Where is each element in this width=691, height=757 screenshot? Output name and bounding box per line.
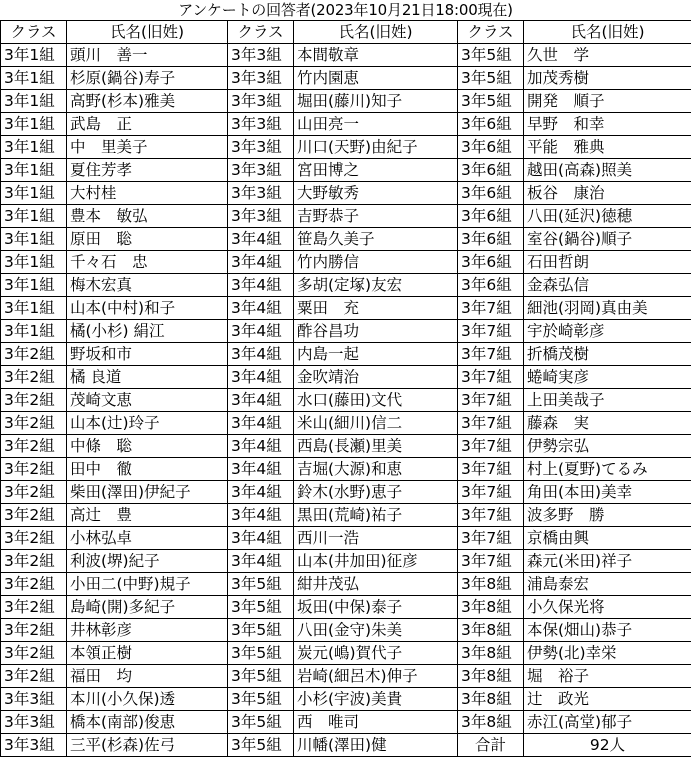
table-row [1,642,691,665]
header-class-1: クラス [1,21,67,44]
table-row [1,251,691,274]
name-cell: 川幡(澤田)健 [294,734,458,757]
name-cell: 伊勢宗弘 [524,435,691,458]
table-row [1,550,691,573]
name-cell: 柴田(澤田)伊紀子 [67,481,228,504]
name-cell: 室谷(鍋谷)順子 [524,228,691,251]
class-cell: 3年5組 [228,596,294,619]
name-cell: 吉堀(大源)和恵 [294,458,458,481]
class-cell: 3年3組 [228,113,294,136]
class-cell: 3年5組 [228,734,294,757]
name-cell: 村上(夏野)てるみ [524,458,691,481]
class-cell: 3年4組 [228,412,294,435]
class-cell: 3年2組 [1,435,67,458]
name-cell: 原田 聡 [67,228,228,251]
table-row [1,688,691,711]
class-cell: 3年2組 [1,366,67,389]
class-cell: 3年2組 [1,619,67,642]
class-cell: 3年7組 [458,389,524,412]
table-row [1,205,691,228]
class-cell: 3年2組 [1,481,67,504]
table-row [1,366,691,389]
class-cell: 3年8組 [458,596,524,619]
name-cell: 大野敏秀 [294,182,458,205]
class-cell: 3年7組 [458,343,524,366]
name-cell: 笹島久美子 [294,228,458,251]
name-cell: 加茂秀樹 [524,67,691,90]
name-cell: 酢谷昌功 [294,320,458,343]
name-cell: 西島(長瀬)里美 [294,435,458,458]
name-cell: 蜷崎実彦 [524,366,691,389]
class-cell: 3年4組 [228,274,294,297]
table-row [1,412,691,435]
class-cell: 3年6組 [458,136,524,159]
class-cell: 3年1組 [1,67,67,90]
class-cell: 3年5組 [228,642,294,665]
name-cell: 小久保光将 [524,596,691,619]
class-cell: 3年5組 [228,619,294,642]
name-cell: 山本(井加田)征彦 [294,550,458,573]
table-row [1,320,691,343]
class-cell: 3年6組 [458,228,524,251]
class-cell: 3年1組 [1,182,67,205]
name-cell: 金吹靖治 [294,366,458,389]
class-cell: 3年3組 [228,44,294,67]
name-cell: 井林彰彦 [67,619,228,642]
name-cell: 開発 順子 [524,90,691,113]
class-cell: 3年1組 [1,205,67,228]
class-cell: 3年3組 [228,205,294,228]
table-row [1,734,691,757]
name-cell: 京橋由興 [524,527,691,550]
name-cell: 吉野恭子 [294,205,458,228]
table-row [1,504,691,527]
class-cell: 3年4組 [228,504,294,527]
name-cell: 森元(米田)祥子 [524,550,691,573]
name-cell: 田中 徹 [67,458,228,481]
class-cell: 3年2組 [1,596,67,619]
class-cell: 3年8組 [458,573,524,596]
name-cell: 茂崎文恵 [67,389,228,412]
name-cell: 久世 学 [524,44,691,67]
name-cell: 山田亮一 [294,113,458,136]
header-name-3: 氏名(旧姓) [524,21,691,44]
table-row [1,113,691,136]
name-cell: 武島 正 [67,113,228,136]
name-cell: 川口(天野)由紀子 [294,136,458,159]
class-cell: 3年2組 [1,642,67,665]
table-row [1,458,691,481]
name-cell: 炭元(嶋)賀代子 [294,642,458,665]
class-cell: 3年7組 [458,481,524,504]
class-cell: 3年4組 [228,435,294,458]
table-row [1,343,691,366]
class-cell: 3年7組 [458,297,524,320]
name-cell: 角田(本田)美幸 [524,481,691,504]
table-row [1,665,691,688]
class-cell: 3年2組 [1,550,67,573]
class-cell: 3年8組 [458,665,524,688]
name-cell: 本領正樹 [67,642,228,665]
name-cell: 山本(中村)和子 [67,297,228,320]
class-cell: 3年5組 [458,90,524,113]
name-cell: 板谷 康治 [524,182,691,205]
table-row [1,159,691,182]
name-cell: 早野 和幸 [524,113,691,136]
table-header-row [1,21,691,44]
class-cell: 3年4組 [228,251,294,274]
name-cell: 鈴木(水野)恵子 [294,481,458,504]
table-row [1,527,691,550]
table-row [1,228,691,251]
class-cell: 3年7組 [458,320,524,343]
class-cell: 3年3組 [228,182,294,205]
table-row [1,182,691,205]
name-cell: 宮田博之 [294,159,458,182]
class-cell: 3年2組 [1,573,67,596]
name-cell: 本保(畑山)恭子 [524,619,691,642]
class-cell: 3年4組 [228,297,294,320]
class-cell: 3年7組 [458,435,524,458]
name-cell: 三平(杉森)佐弓 [67,734,228,757]
class-cell: 3年2組 [1,343,67,366]
class-cell: 3年8組 [458,642,524,665]
header-name-1: 氏名(旧姓) [67,21,228,44]
class-cell: 3年3組 [228,67,294,90]
class-cell: 3年4組 [228,458,294,481]
name-cell: 堀田(藤川)知子 [294,90,458,113]
class-cell: 3年2組 [1,527,67,550]
class-cell: 3年6組 [458,205,524,228]
class-cell: 3年1組 [1,297,67,320]
total-label: 合計 [458,734,524,757]
class-cell: 3年4組 [228,320,294,343]
name-cell: 上田美哉子 [524,389,691,412]
name-cell: 八田(延沢)徳穂 [524,205,691,228]
header-name-2: 氏名(旧姓) [294,21,458,44]
name-cell: 小田二(中野)規子 [67,573,228,596]
name-cell: 内島一起 [294,343,458,366]
class-cell: 3年1組 [1,136,67,159]
class-cell: 3年4組 [228,228,294,251]
name-cell: 堀 裕子 [524,665,691,688]
page-title: アンケートの回答者(2023年10月21日18:00現在) [0,0,691,20]
class-cell: 3年4組 [228,343,294,366]
name-cell: 豊本 敏弘 [67,205,228,228]
class-cell: 3年2組 [1,458,67,481]
name-cell: 水口(藤田)文代 [294,389,458,412]
table-row [1,596,691,619]
class-cell: 3年3組 [228,159,294,182]
name-cell: 波多野 勝 [524,504,691,527]
table-row [1,297,691,320]
class-cell: 3年4組 [228,550,294,573]
class-cell: 3年5組 [228,665,294,688]
name-cell: 多胡(定塚)友宏 [294,274,458,297]
name-cell: 黒田(荒崎)祐子 [294,504,458,527]
name-cell: 高辻 豊 [67,504,228,527]
name-cell: 米山(細川)信二 [294,412,458,435]
class-cell: 3年3組 [1,711,67,734]
name-cell: 野坂和市 [67,343,228,366]
class-cell: 3年4組 [228,527,294,550]
name-cell: 頭川 善一 [67,44,228,67]
class-cell: 3年8組 [458,619,524,642]
name-cell: 千々石 忠 [67,251,228,274]
table-row [1,136,691,159]
table-row [1,274,691,297]
name-cell: 橘 良道 [67,366,228,389]
header-class-3: クラス [458,21,524,44]
name-cell: 伊勢(北)幸栄 [524,642,691,665]
class-cell: 3年5組 [458,67,524,90]
name-cell: 西川一浩 [294,527,458,550]
name-cell: 小林弘卓 [67,527,228,550]
class-cell: 3年1組 [1,113,67,136]
respondents-table-body [1,21,691,757]
class-cell: 3年3組 [228,136,294,159]
table-row [1,711,691,734]
table-row [1,389,691,412]
name-cell: 金森弘信 [524,274,691,297]
name-cell: 島崎(開)多紀子 [67,596,228,619]
name-cell: 赤江(高堂)郁子 [524,711,691,734]
class-cell: 3年5組 [228,711,294,734]
class-cell: 3年4組 [228,389,294,412]
name-cell: 高野(杉本)雅美 [67,90,228,113]
name-cell: 八田(金守)朱美 [294,619,458,642]
name-cell: 坂田(中保)泰子 [294,596,458,619]
class-cell: 3年2組 [1,665,67,688]
table-row [1,90,691,113]
class-cell: 3年2組 [1,504,67,527]
name-cell: 浦島泰宏 [524,573,691,596]
class-cell: 3年1組 [1,159,67,182]
name-cell: 利波(堺)紀子 [67,550,228,573]
name-cell: 竹内園恵 [294,67,458,90]
name-cell: 杉原(鍋谷)寿子 [67,67,228,90]
class-cell: 3年1組 [1,320,67,343]
name-cell: 夏住芳孝 [67,159,228,182]
class-cell: 3年1組 [1,251,67,274]
class-cell: 3年7組 [458,504,524,527]
name-cell: 橘(小杉) 絹江 [67,320,228,343]
name-cell: 西 唯司 [294,711,458,734]
total-value: 92人 [524,734,691,757]
class-cell: 3年6組 [458,251,524,274]
name-cell: 折橋茂樹 [524,343,691,366]
class-cell: 3年6組 [458,159,524,182]
name-cell: 福田 均 [67,665,228,688]
class-cell: 3年1組 [1,44,67,67]
name-cell: 山本(辻)玲子 [67,412,228,435]
name-cell: 橋本(南部)俊恵 [67,711,228,734]
class-cell: 3年7組 [458,412,524,435]
name-cell: 本川(小久保)透 [67,688,228,711]
class-cell: 3年5組 [228,573,294,596]
name-cell: 宇於崎彰彦 [524,320,691,343]
class-cell: 3年7組 [458,550,524,573]
class-cell: 3年4組 [228,481,294,504]
header-class-2: クラス [228,21,294,44]
table-row [1,573,691,596]
class-cell: 3年3組 [1,688,67,711]
name-cell: 細池(羽岡)真由美 [524,297,691,320]
name-cell: 中 里美子 [67,136,228,159]
class-cell: 3年8組 [458,688,524,711]
name-cell: 中條 聡 [67,435,228,458]
name-cell: 石田哲朗 [524,251,691,274]
name-cell: 小杉(宇波)美貴 [294,688,458,711]
name-cell: 竹内勝信 [294,251,458,274]
class-cell: 3年4組 [228,366,294,389]
class-cell: 3年2組 [1,412,67,435]
name-cell: 越田(高森)照美 [524,159,691,182]
class-cell: 3年5組 [228,688,294,711]
name-cell: 本間敬章 [294,44,458,67]
name-cell: 平能 雅典 [524,136,691,159]
class-cell: 3年1組 [1,274,67,297]
name-cell: 紺井茂弘 [294,573,458,596]
class-cell: 3年7組 [458,458,524,481]
class-cell: 3年1組 [1,228,67,251]
class-cell: 3年5組 [458,44,524,67]
class-cell: 3年7組 [458,527,524,550]
class-cell: 3年7組 [458,366,524,389]
class-cell: 3年3組 [1,734,67,757]
respondents-table [0,20,691,757]
table-row [1,67,691,90]
class-cell: 3年8組 [458,711,524,734]
class-cell: 3年6組 [458,274,524,297]
name-cell: 大村桂 [67,182,228,205]
class-cell: 3年1組 [1,90,67,113]
name-cell: 辻 政光 [524,688,691,711]
table-row [1,44,691,67]
table-row [1,435,691,458]
name-cell: 梅木宏真 [67,274,228,297]
name-cell: 粟田 充 [294,297,458,320]
name-cell: 岩崎(細呂木)伸子 [294,665,458,688]
class-cell: 3年6組 [458,113,524,136]
class-cell: 3年6組 [458,182,524,205]
table-row [1,481,691,504]
table-row [1,619,691,642]
name-cell: 藤森 実 [524,412,691,435]
class-cell: 3年2組 [1,389,67,412]
class-cell: 3年3組 [228,90,294,113]
